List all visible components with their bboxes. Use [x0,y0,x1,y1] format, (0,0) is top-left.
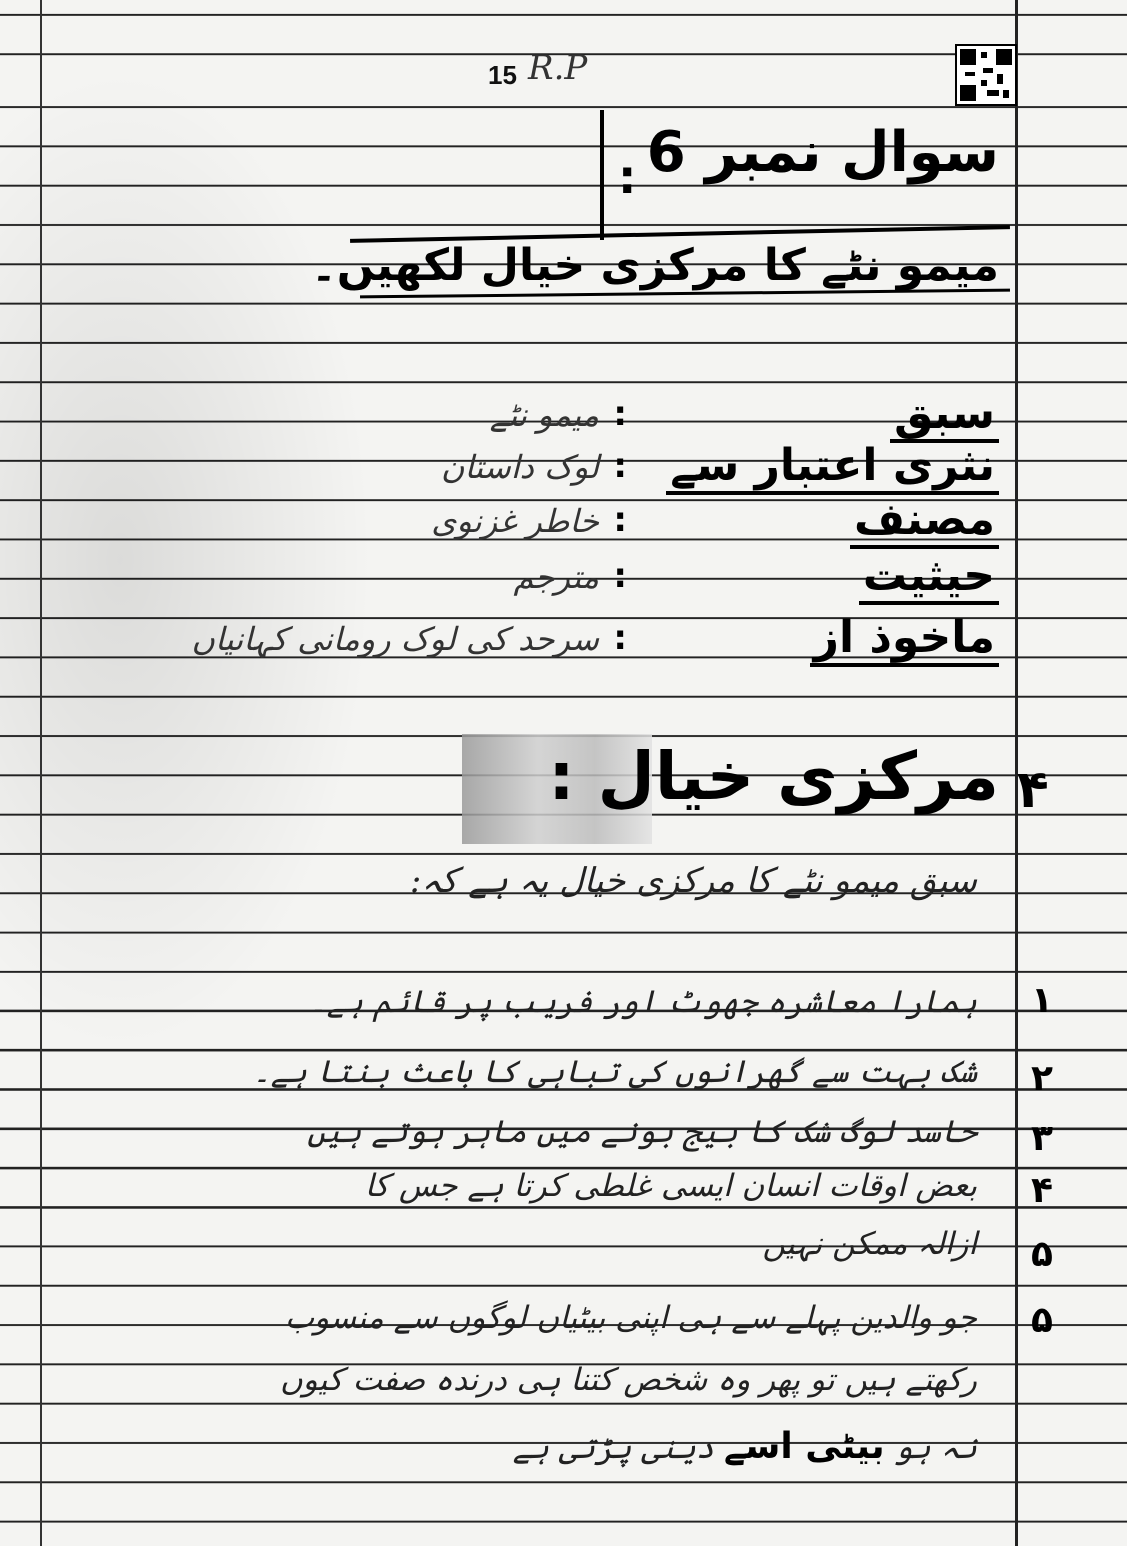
info-value: میمو نٹے [489,396,599,434]
point-text-final [117,1426,977,1467]
point-text: ازالہ ممکن نہیں [762,1226,977,1262]
info-value: لوک داستان [441,448,599,486]
handwritten-initials: R.P [528,48,588,88]
info-separator: : [613,394,627,434]
info-row-source [119,612,999,662]
point-number: ۳ [1031,1118,1053,1159]
info-row-status [119,550,999,600]
point-number: ۵ [1031,1234,1053,1275]
section-bullet: ۴ [1017,760,1049,820]
left-margin-line [40,0,42,1546]
info-value: سرحد کی لوک رومانی کہانیاں [191,620,599,658]
point-text: حاسد لوگ شک کا بیج بونے میں ماہر ہوتے ہیں [307,1114,977,1150]
point-text: ہمارا معاشرہ جھوٹ اور فریب پر قائم ہے۔ [308,984,977,1020]
info-key: حیثیت [859,550,999,605]
info-separator: : [613,618,627,658]
info-row-lesson [119,388,999,438]
info-key: نثری اعتبار سے [666,440,999,495]
point-number: ۱ [1031,980,1053,1021]
question-title: سوال نمبر 6 [646,120,999,185]
question-colon: : [618,150,637,204]
faint-watermark [239,870,275,916]
point-number: ۴ [1031,1170,1053,1211]
heading-bracket [600,110,604,240]
point-number: ۲ [1031,1058,1053,1099]
point-text: شک بہت سے گھرانوں کی تباہی کا باعث بنتا ہے۔ [252,1054,977,1090]
section-heading: مرکزی خیال : [548,738,999,815]
info-separator: : [613,556,627,596]
info-row-author [119,494,999,544]
point-text-after: دینی پڑتی ہے [512,1430,715,1466]
info-row-prose-type [119,440,999,490]
qr-code-icon [955,44,1017,106]
info-key: ماخوذ از [810,612,999,667]
page-number: 15 [488,60,517,90]
question-subtitle: میمو نٹے کا مرکزی خیال لکھیں۔ [310,240,999,291]
info-separator: : [613,500,627,540]
info-separator: : [613,446,627,486]
point-text: رکھتے ہیں تو پھر وہ شخص کتنا ہی درندہ صفت کیوں [279,1362,977,1398]
point-text-bold: بیٹی اسے [723,1426,885,1467]
info-key: سبق [890,388,999,443]
point-text: جو والدین پہلے سے ہی اپنی بیٹیاں لوگوں سے منسوب [284,1300,977,1336]
info-key: مصنف [850,494,999,549]
info-value: مترجم [513,558,599,596]
info-value: خاطر غزنوی [431,502,599,540]
point-text: بعض اوقات انسان ایسی غلطی کرتا ہے جس کا [364,1168,977,1204]
section-intro: سبق میمو نٹے کا مرکزی خیال یہ ہے کہ: [409,861,977,901]
point-number: ۵ [1031,1300,1053,1341]
point-text-before: نہ ہو [894,1430,977,1466]
